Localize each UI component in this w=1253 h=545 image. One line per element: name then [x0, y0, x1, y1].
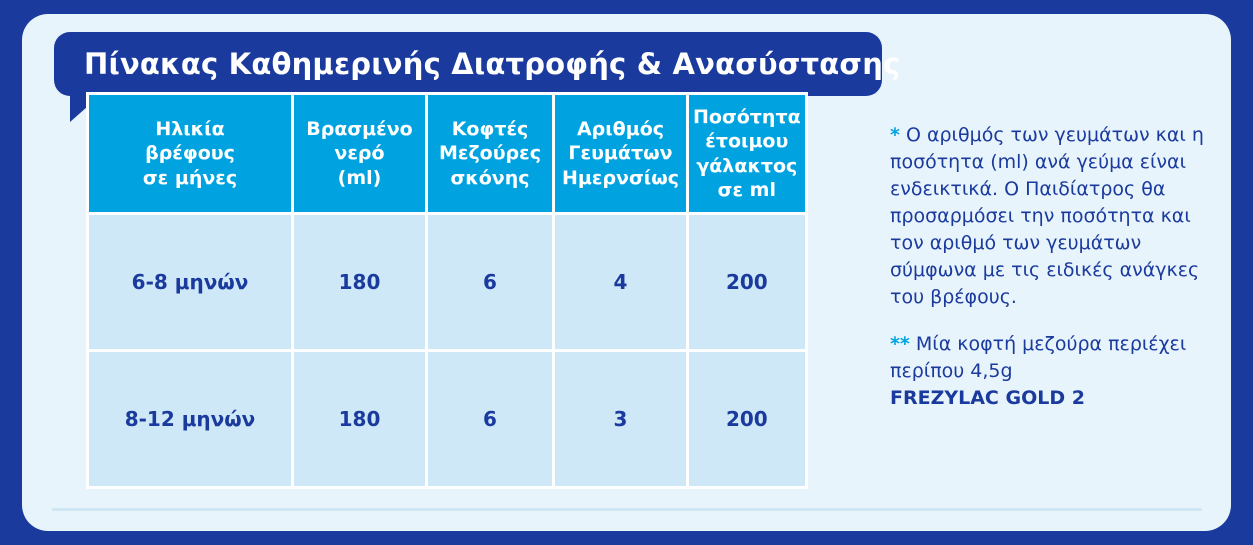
note-second-text: Μία κοφτή μεζούρα περιέχει περίπου 4,5g	[890, 332, 1187, 382]
table-header-meals-line3: Ημερνσίως	[562, 166, 679, 189]
note-second-star: **	[890, 332, 910, 355]
brand-name: FREZYLAC GOLD 2	[890, 386, 1085, 409]
feeding-table	[86, 92, 808, 489]
content-panel	[22, 14, 1231, 531]
table-header-scoops	[427, 94, 554, 214]
table-header-ready-milk	[688, 94, 807, 214]
table-header-ready-milk-line1: Ποσότητα	[693, 106, 801, 128]
cell-age: 8-12 μηνών	[88, 351, 293, 488]
table-row	[88, 351, 807, 488]
table-header-age-line2: βρέφους	[145, 142, 235, 165]
cell-meals: 4	[554, 214, 688, 351]
table-header-meals-line1: Αριθμός	[576, 118, 665, 141]
table-header-scoops-line1: Κοφτές	[451, 118, 529, 141]
table-header-meals-line2: Γευμάτων	[568, 142, 673, 165]
cell-ready-milk: 200	[688, 214, 807, 351]
note-first-text: Ο αριθμός των γευμάτων και η ποσότητα (ml) ανά γεύμα είναι ενδεικτικά. Ο Παιδίατρος θα προσαρμόσει την ποσότητα και τον αριθμό των γευμάτων σύμφωνα με τις ειδικές ανάγκες του βρέφους.	[890, 124, 1204, 308]
table-header-ready-milk-line3: γάλακτος	[696, 154, 798, 177]
table-header-scoops-line3: σκόνης	[450, 166, 530, 189]
cell-scoops: 6	[427, 214, 554, 351]
cell-age: 6-8 μηνών	[88, 214, 293, 351]
table-body	[88, 214, 807, 488]
table-header-ready-milk-line2: έτοιμου	[705, 130, 789, 153]
table-header-meals	[554, 94, 688, 214]
table-header-water-line2: νερό	[334, 142, 385, 165]
notes-section	[890, 122, 1220, 409]
table-header	[88, 94, 807, 214]
panel-divider	[52, 508, 1202, 511]
cell-scoops: 6	[427, 351, 554, 488]
table-header-age-line1: Ηλικία	[155, 118, 225, 141]
cell-ready-milk: 200	[688, 351, 807, 488]
table-header-age	[88, 94, 293, 214]
table-header-row	[88, 94, 807, 214]
table-header-ready-milk-line4: σε ml	[717, 178, 776, 201]
table-row	[88, 214, 807, 351]
table-header-water-line3: (ml)	[337, 166, 382, 189]
cell-meals: 3	[554, 351, 688, 488]
table-header-water-line1: Βρασμένο	[306, 118, 413, 141]
table-header-age-line3: σε μήνες	[142, 166, 238, 189]
note-first-star: *	[890, 124, 900, 146]
cell-water: 180	[293, 214, 427, 351]
note-first	[890, 122, 1220, 311]
table-header-water	[293, 94, 427, 214]
title-banner	[54, 32, 901, 96]
note-second	[890, 331, 1220, 385]
cell-water: 180	[293, 351, 427, 488]
page-title: Πίνακας Καθημερινής Διατροφής & Ανασύστασης	[84, 47, 901, 81]
table-header-scoops-line2: Μεζούρες	[438, 142, 542, 165]
